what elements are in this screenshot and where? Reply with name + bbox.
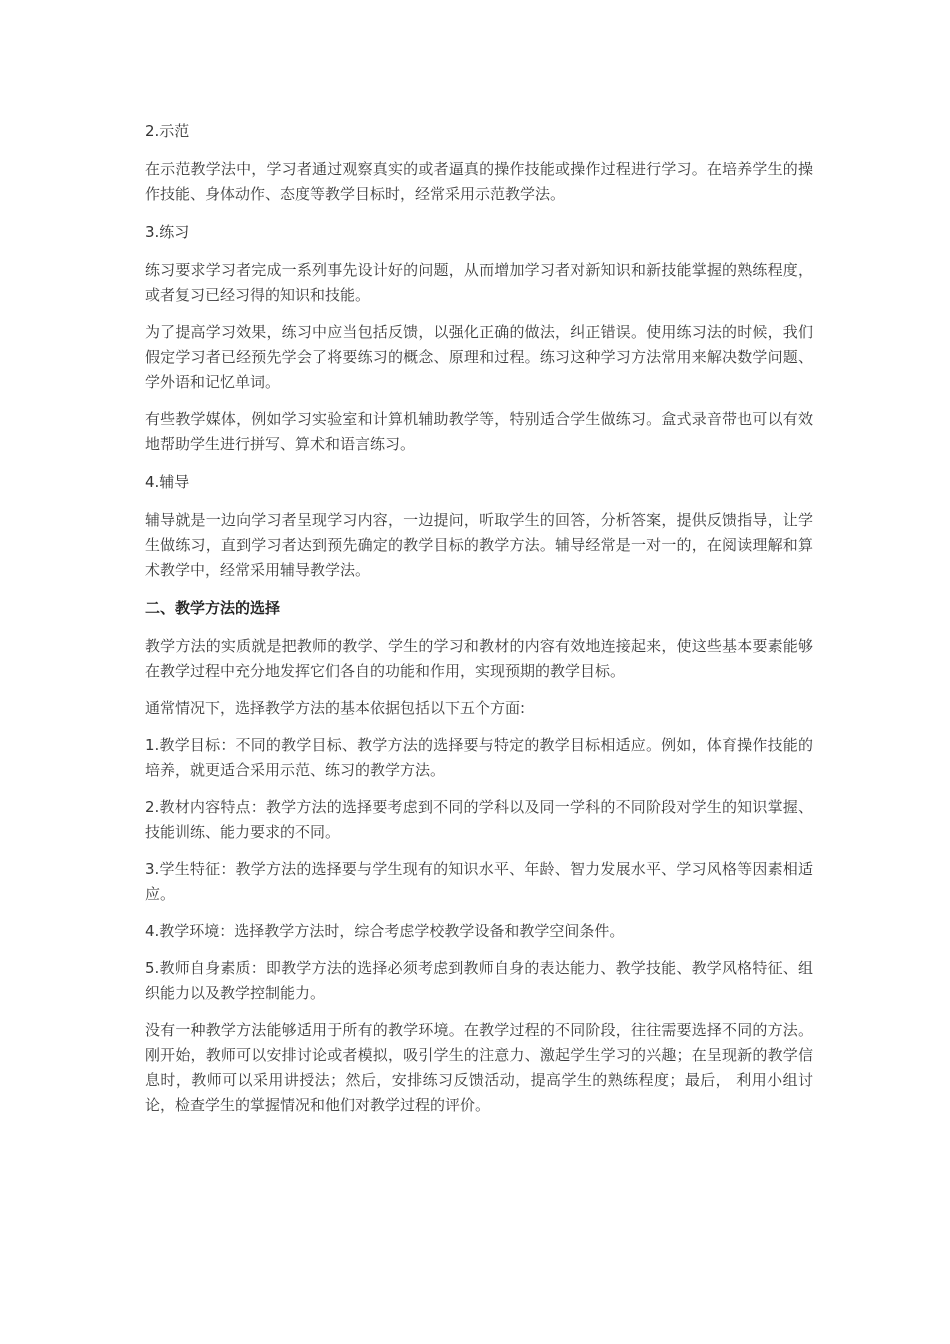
list-item-teaching-goals: 1.教学目标：不同的教学目标、教学方法的选择要与特定的教学目标相适应。例如，体育操作技能的培养，就更适合采用示范、练习的教学方法。 [145, 736, 813, 779]
section-heading-demonstration: 2.示范 [145, 122, 190, 140]
list-item-teacher-quality: 5.教师自身素质：即教学方法的选择必须考虑到教师自身的表达能力、教学技能、教学风格特征、组织能力以及教学控制能力。 [145, 959, 813, 1002]
paragraph-conclusion: 没有一种教学方法能够适用于所有的教学环境。在教学过程的不同阶段，往往需要选择不同的方法。刚开始，教师可以安排讨论或者模拟，吸引学生的注意力、激起学生学习的兴趣；在呈现新的教学信息时，教师可以采用讲授法；然后，安排练习反馈活动，提高学生的熟练程度；最后， 利用小组讨论，检查学生的掌握情况和他们对教学过程的评价。 [145, 1021, 813, 1114]
paragraph-practice-media: 有些教学媒体，例如学习实验室和计算机辅助教学等，特别适合学生做练习。盒式录音带也可以有效地帮助学生进行拼写、算术和语言练习。 [145, 410, 813, 453]
document-body [145, 118, 813, 1130]
list-item-student-features: 3.学生特征：教学方法的选择要与学生现有的知识水平、年龄、智力发展水平、学习风格等因素相适应。 [145, 860, 813, 903]
list-item-content-features: 2.教材内容特点：教学方法的选择要考虑到不同的学科以及同一学科的不同阶段对学生的知识掌握、技能训练、能力要求的不同。 [145, 798, 813, 841]
paragraph-practice-feedback: 为了提高学习效果，练习中应当包括反馈，以强化正确的做法，纠正错误。使用练习法的时候，我们假定学习者已经预先学会了将要练习的概念、原理和过程。练习这种学习方法常用来解决数学问题、学外语和记忆单词。 [145, 323, 813, 391]
paragraph-demonstration: 在示范教学法中，学习者通过观察真实的或者逼真的操作技能或操作过程进行学习。在培养学生的操作技能、身体动作、态度等教学目标时，经常采用示范教学法。 [145, 160, 813, 203]
section-heading-tutoring: 4.辅导 [145, 473, 190, 491]
paragraph-practice-definition: 练习要求学习者完成一系列事先设计好的问题，从而增加学习者对新知识和新技能掌握的熟练程度，或者复习已经习得的知识和技能。 [145, 261, 813, 304]
paragraph-selection-basis: 通常情况下，选择教学方法的基本依据包括以下五个方面: [145, 699, 526, 717]
section-heading-practice: 3.练习 [145, 223, 190, 241]
paragraph-method-essence: 教学方法的实质就是把教师的教学、学生的学习和教材的内容有效地连接起来，使这些基本要素能够在教学过程中充分地发挥它们各自的功能和作用，实现预期的教学目标。 [145, 637, 813, 680]
paragraph-tutoring: 辅导就是一边向学习者呈现学习内容，一边提问，听取学生的回答，分析答案，提供反馈指导，让学生做练习，直到学习者达到预先确定的教学目标的教学方法。辅导经常是一对一的，在阅读理解和算术教学中，经常采用辅导教学法。 [145, 511, 813, 579]
section-heading-method-selection: 二、教学方法的选择 [145, 599, 281, 617]
list-item-teaching-environment: 4.教学环境：选择教学方法时，综合考虑学校教学设备和教学空间条件。 [145, 922, 625, 940]
